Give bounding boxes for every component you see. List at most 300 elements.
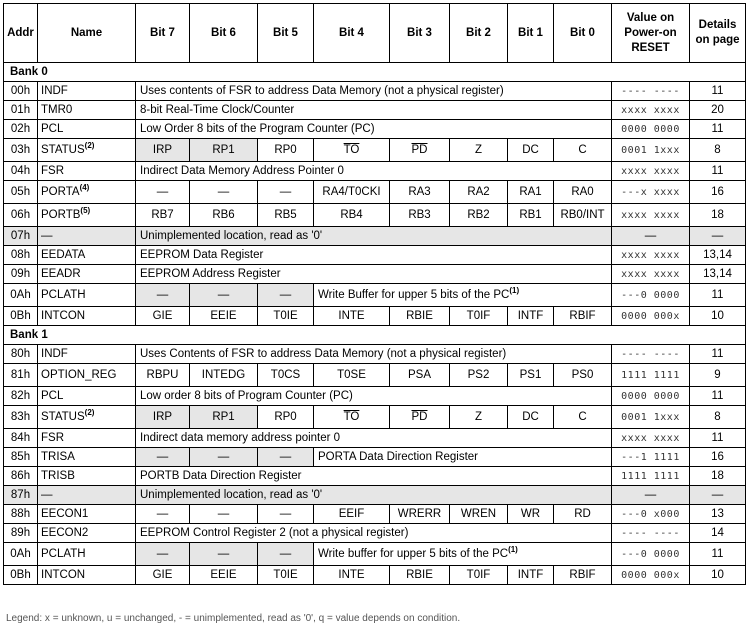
register-address-text: 0Ah [10,547,31,560]
register-details-page-text: 10 [711,309,724,322]
register-bit-4 [314,139,390,162]
register-address [4,406,38,429]
register-reset-value-text: xxxx xxxx [621,268,680,280]
register-name-text: PORTB [41,208,81,221]
register-description-text: Low order 8 bits of Program Counter (PC) [140,389,353,402]
register-row [4,139,746,162]
register-address [4,101,38,120]
register-details-page [690,486,746,505]
register-bit-4-text: RB4 [340,208,363,221]
register-bit-6 [190,505,258,524]
register-address [4,486,38,505]
register-details-page-text: 18 [711,208,724,221]
register-description-text: Unimplemented location, read as '0' [140,229,323,242]
register-bit-7-text: — [156,450,169,463]
register-name [38,543,136,566]
register-bit-6-text: RP1 [212,410,235,423]
register-name [38,265,136,284]
register-details-page-text: 8 [714,143,721,156]
register-bit-6 [190,364,258,387]
register-bit-6-text: EEIE [210,568,237,581]
register-bit-6-text: EEIE [210,309,237,322]
register-name [38,139,136,162]
register-bit-3 [390,307,450,326]
register-bit-1-text: WR [520,507,541,520]
register-reset-value [612,448,690,467]
register-bit-6-text: — [217,507,230,520]
register-description-text: Indirect Data Memory Address Pointer 0 [140,164,344,177]
register-name [38,120,136,139]
register-table-body [4,63,746,585]
register-reset-value [612,204,690,227]
register-reset-value-text: xxxx xxxx [621,432,680,444]
register-bit-5-text: — [279,450,292,463]
register-name-text: PCLATH [41,288,86,301]
register-bit-7 [136,307,190,326]
register-address [4,139,38,162]
register-bit-7 [136,204,190,227]
register-bit-5-text: — [279,185,292,198]
register-address-text: 07h [10,229,31,242]
register-name-footnote-ref: (2) [84,407,95,417]
register-description [136,486,612,505]
register-bit-6-text: — [217,450,230,463]
register-details-page [690,227,746,246]
register-name [38,486,136,505]
register-bit-5-text: T0CS [270,368,301,381]
register-row [4,345,746,364]
register-description-text: Unimplemented location, read as '0' [140,488,323,501]
register-bit-5-text: RP0 [274,410,297,423]
register-details-page [690,345,746,364]
register-reset-value [612,406,690,429]
bank-1-label: Bank 1 [4,326,746,345]
register-row [4,307,746,326]
register-bit-0 [554,566,612,585]
register-reset-value [612,543,690,566]
register-reset-value-text: ---1 1111 [621,451,680,463]
register-details-page [690,364,746,387]
register-details-page-text: 9 [714,368,721,381]
register-name [38,345,136,364]
register-bit-0-text: C [578,143,587,156]
register-reset-value [612,181,690,204]
register-bit-0-text: RA0 [571,185,594,198]
register-bit-2 [450,181,508,204]
register-reset-value-text: ---0 0000 [621,548,680,560]
register-bit-5 [258,505,314,524]
register-address [4,120,38,139]
register-bit-1 [508,139,554,162]
register-name-text: FSR [41,431,64,444]
register-bit-1-text: RA1 [519,185,542,198]
register-address-text: 00h [10,84,31,97]
header-addr: Addr [4,4,38,63]
register-description-text: EEPROM Control Register 2 (not a physical register) [140,526,409,539]
register-bit-3 [390,204,450,227]
register-name [38,181,136,204]
register-name-text: INTCON [41,568,86,581]
header-bit6: Bit 6 [190,4,258,63]
register-details-page-text: 8 [714,410,721,423]
register-bit-6-text: RP1 [212,143,235,156]
register-row [4,204,746,227]
register-details-page [690,204,746,227]
register-bit-3-text: WRERR [397,507,442,520]
register-address [4,162,38,181]
register-bit-3 [390,364,450,387]
register-reset-value-text: ---- ---- [621,85,680,97]
register-bit-4-text: $\overline{TO}$ [343,410,360,423]
register-address [4,246,38,265]
register-bit-6 [190,406,258,429]
register-bit-6 [190,181,258,204]
register-reset-value-text: 0001 1xxx [621,411,680,423]
register-reset-value-text: 0000 000x [621,569,680,581]
register-address-text: 08h [10,248,31,261]
register-reset-value [612,82,690,101]
register-bit-0 [554,505,612,524]
register-bit-4-text: $\overline{TO}$ [343,143,360,156]
header-bit1: Bit 1 [508,4,554,63]
register-details-page [690,429,746,448]
register-bit-6 [190,448,258,467]
register-details-page-text: 11 [711,122,724,135]
register-bit-1 [508,566,554,585]
register-address [4,82,38,101]
register-name-text: STATUS [41,143,85,156]
register-bit-5 [258,284,314,307]
register-name [38,307,136,326]
register-bit-6 [190,566,258,585]
register-bit-2 [450,406,508,429]
register-bit-5-text: — [279,547,292,560]
header-bit5: Bit 5 [258,4,314,63]
register-reset-value [612,265,690,284]
register-details-page [690,101,746,120]
register-bit-1 [508,307,554,326]
register-name [38,227,136,246]
register-reset-value-text: — [644,229,657,242]
register-address-text: 89h [10,526,31,539]
register-bit-3-text: RA3 [408,185,431,198]
register-address-text: 88h [10,507,31,520]
register-name-text: — [41,488,53,501]
register-bit-2 [450,505,508,524]
register-name [38,162,136,181]
register-bit-5-text: T0IE [273,568,298,581]
register-name-text: PCL [41,389,64,402]
register-bit-2 [450,364,508,387]
register-name-text: PCL [41,122,64,135]
register-bit-7-text: RBPU [146,368,179,381]
header-bit4: Bit 4 [314,4,390,63]
register-details-page [690,246,746,265]
register-address [4,307,38,326]
register-address-text: 09h [10,267,31,280]
bank-0-label: Bank 0 [4,63,746,82]
register-bit-1-text: RB1 [519,208,542,221]
register-details-page [690,406,746,429]
register-bit-7 [136,543,190,566]
register-details-page-text: 14 [711,526,724,539]
register-name [38,246,136,265]
register-reset-value-text: ---- ---- [621,348,680,360]
register-reset-value-text: xxxx xxxx [621,165,680,177]
register-address [4,227,38,246]
register-bit-5 [258,543,314,566]
register-address-text: 06h [10,208,31,221]
register-name-text: TMR0 [41,103,73,116]
register-bit-7-text: GIE [152,568,173,581]
register-address-text: 0Bh [10,568,31,581]
register-address [4,543,38,566]
register-name [38,82,136,101]
register-description [136,162,612,181]
register-reset-value-text: xxxx xxxx [621,249,680,261]
register-name [38,204,136,227]
register-address [4,345,38,364]
register-bit-0 [554,307,612,326]
register-address-text: 84h [10,431,31,444]
register-address-text: 82h [10,389,31,402]
register-bit-3 [390,181,450,204]
register-bit-0-text: RBIF [569,568,596,581]
register-bit-6-text: RB6 [212,208,235,221]
register-bit-3 [390,505,450,524]
register-bit-0 [554,406,612,429]
register-details-page-text: 11 [711,347,724,360]
register-details-page-text: 13 [711,507,724,520]
register-bit-0-text: RBIF [569,309,596,322]
register-bit-0-text: RB0/INT [560,208,605,221]
register-bit-2-text: Z [474,143,483,156]
register-bit-3-text: $\overline{PD}$ [411,143,428,156]
register-reset-value-text: 0000 0000 [621,123,680,135]
register-bit-5-text: — [279,507,292,520]
register-details-page [690,265,746,284]
register-details-page-text: 13,14 [703,267,732,280]
register-details-page [690,505,746,524]
register-bit-7 [136,181,190,204]
register-row [4,265,746,284]
register-details-page-text: 20 [711,103,724,116]
register-row [4,524,746,543]
register-bit-1-text: DC [522,410,539,423]
register-bit-4-text: EEIF [338,507,365,520]
register-details-page-text: 11 [711,431,724,444]
register-reset-value [612,524,690,543]
register-name-text: TRISB [41,469,75,482]
header-bit3: Bit 3 [390,4,450,63]
register-bit-3-text: PSA [407,368,431,381]
register-address-text: 01h [10,103,31,116]
register-bit-5 [258,139,314,162]
register-bit-1 [508,364,554,387]
register-name-text: PORTA [41,185,80,198]
register-bit-1 [508,406,554,429]
register-bit-6 [190,204,258,227]
register-row [4,429,746,448]
header-bit0: Bit 0 [554,4,612,63]
register-row [4,227,746,246]
register-reset-value-text: ---0 0000 [621,289,680,301]
register-row [4,543,746,566]
register-bit-2 [450,139,508,162]
register-bit-7 [136,505,190,524]
register-address-text: 80h [10,347,31,360]
register-reset-value-text: xxxx xxxx [621,104,680,116]
register-bit-2-text: RB2 [467,208,490,221]
register-row [4,162,746,181]
register-reset-value [612,345,690,364]
register-address-text: 03h [10,143,31,156]
register-bit-0-text: C [578,410,587,423]
register-reset-value-text: ---x xxxx [621,186,680,198]
register-bit-1-text: DC [522,143,539,156]
register-description-footnote-ref: (1) [508,544,518,554]
register-address [4,204,38,227]
register-name-footnote-ref: (4) [79,182,90,192]
register-bit-3-text: RBIE [406,568,433,581]
register-reset-value-text: ---- ---- [621,527,680,539]
register-address-text: 0Ah [10,288,31,301]
register-bit-5 [258,406,314,429]
register-reset-value-text: ---0 x000 [621,508,680,520]
register-details-page-text: 16 [711,450,724,463]
register-bit-4 [314,181,390,204]
register-description-text: Write buffer for upper 5 bits of the PC [318,547,509,560]
register-details-page-text: — [711,488,724,501]
register-bit-7-text: RB7 [151,208,174,221]
register-bit-1-text: INTF [517,568,544,581]
register-details-page [690,307,746,326]
register-reset-value-text: 1111 1111 [621,470,680,482]
register-name-text: OPTION_REG [41,368,117,381]
header-details-page: Details on page [690,4,746,63]
register-bit-6-text: — [217,288,230,301]
register-row [4,364,746,387]
register-reset-value [612,162,690,181]
register-bit-7 [136,566,190,585]
register-name-footnote-ref: (2) [84,140,95,150]
register-bit-1 [508,204,554,227]
register-reset-value [612,467,690,486]
register-details-page-text: 11 [711,164,724,177]
register-row [4,486,746,505]
register-bit-4 [314,307,390,326]
register-reset-value-text: 0000 000x [621,310,680,322]
register-description [136,387,612,406]
register-reset-value [612,284,690,307]
register-bit-4 [314,566,390,585]
register-description [136,227,612,246]
register-row [4,387,746,406]
header-bit7: Bit 7 [136,4,190,63]
register-address-text: 0Bh [10,309,31,322]
register-bit-4 [314,406,390,429]
register-name-text: INDF [41,84,68,97]
register-row [4,82,746,101]
register-bit-4-text: INTE [338,568,365,581]
register-name-footnote-ref: (5) [80,205,91,215]
register-file-map-table [3,3,746,585]
register-details-page-text: 11 [711,288,724,301]
register-bit-7-text: — [156,507,169,520]
register-details-page [690,448,746,467]
register-reset-value [612,486,690,505]
register-bit-5 [258,204,314,227]
register-address [4,284,38,307]
register-bit-0 [554,139,612,162]
register-bit-2 [450,204,508,227]
register-details-page [690,524,746,543]
register-row [4,406,746,429]
register-address-text: 81h [10,368,31,381]
register-name-text: INTCON [41,309,86,322]
register-details-page-text: — [711,229,724,242]
register-address-text: 85h [10,450,31,463]
register-bit-5-text: — [279,288,292,301]
register-name [38,524,136,543]
register-details-page [690,181,746,204]
register-reset-value [612,246,690,265]
register-reset-value [612,566,690,585]
register-details-page [690,162,746,181]
register-row [4,467,746,486]
register-name [38,406,136,429]
register-name [38,566,136,585]
register-reset-value [612,429,690,448]
register-description-footnote-ref: (1) [509,285,520,295]
register-bit-7 [136,284,190,307]
register-bit-0 [554,181,612,204]
register-description [136,246,612,265]
register-row [4,246,746,265]
register-details-page [690,139,746,162]
register-bit-4 [314,364,390,387]
register-bit-5-text: RB5 [274,208,297,221]
register-bit-0 [554,204,612,227]
register-bit-1 [508,505,554,524]
register-bit-6 [190,543,258,566]
register-name [38,467,136,486]
register-description-text: Uses contents of FSR to address Data Memory (not a physical register) [140,84,504,97]
register-description [136,101,612,120]
register-reset-value [612,101,690,120]
register-reset-value [612,307,690,326]
register-description-text: EEPROM Address Register [140,267,281,280]
register-details-page [690,543,746,566]
register-name-text: FSR [41,164,64,177]
register-address [4,467,38,486]
register-bit-7-text: IRP [152,143,173,156]
register-reset-value [612,364,690,387]
register-bit-5 [258,307,314,326]
register-details-page-text: 11 [711,389,724,402]
register-bit-3 [390,406,450,429]
register-bit-7-text: — [156,547,169,560]
register-bit-6 [190,139,258,162]
register-row [4,505,746,524]
register-bit-4 [314,204,390,227]
register-bit-7 [136,364,190,387]
register-bit-6 [190,307,258,326]
register-description-text: Low Order 8 bits of the Program Counter (PC) [140,122,375,135]
register-row [4,181,746,204]
register-address-text: 83h [10,410,31,423]
register-row [4,566,746,585]
